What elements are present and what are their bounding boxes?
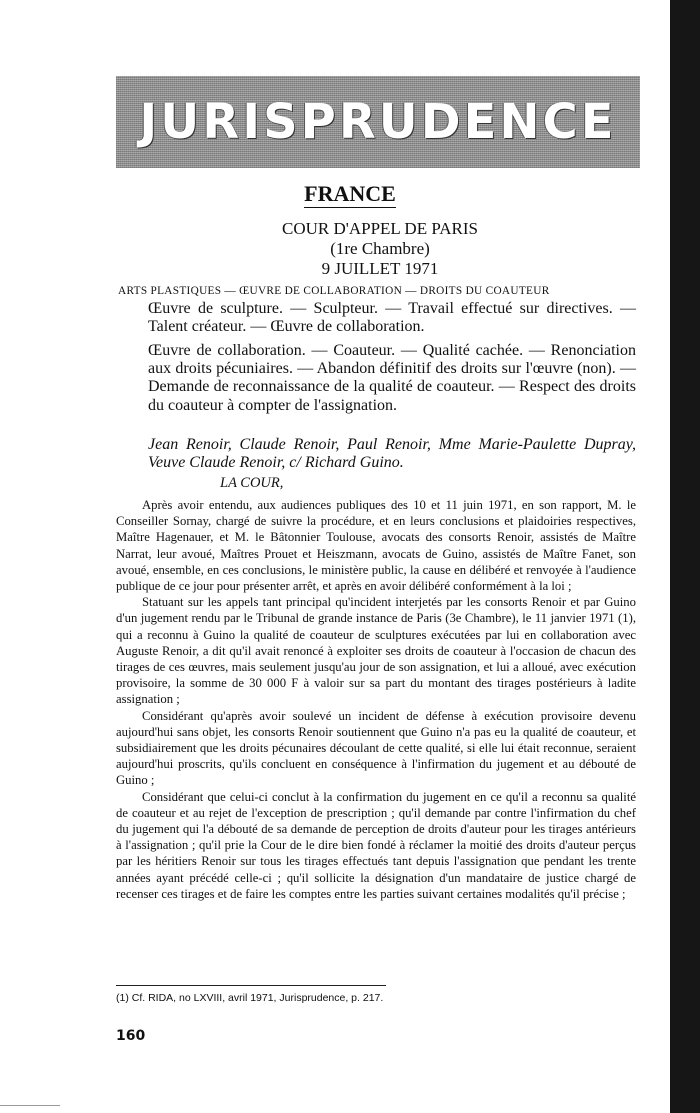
summary-paragraph: Œuvre de collaboration. — Coauteur. — Qualité cachée. — Renonciation aux droits pécuniaires. — Abandon définitif des droits sur l'œuvre (non). — Demande de reconnaissance de la qualité de coauteur. — Respect des droits du coauteur à compter de l'assignation. [148, 342, 636, 414]
summary-paragraph: Œuvre de sculpture. — Sculpteur. — Travail effectué sur directives. — Talent créateur. — Œuvre de collaboration. [148, 300, 636, 336]
section-banner [116, 76, 640, 168]
keywords-line: ARTS PLASTIQUES — ŒUVRE DE COLLABORATION — DROITS DU COAUTEUR [118, 285, 550, 297]
country-label: FRANCE [304, 181, 396, 206]
body-paragraph: Après avoir entendu, aux audiences publiques des 10 et 11 juin 1971, en son rapport, M. le Conseiller Sornay, chargé de suivre la procédure, et en leurs conclusions et plaidoiries respectives, Maître Hagenauer, et M. le Bâtonnier Toulouse, avocats des consorts Renoir, assistés de Maître Narrat, leur avoué, Maîtres Prouet et Heiszmann, avocats de Guino, assistés de Maître Fanet, son avoué, ensemble, en ces conclusions, le ministère public, la cause en délibéré et renvoyée à l'audience publique de ce jour pour présenter arrêt, et après en avoir délibéré conformément à la loi ; [116, 498, 636, 594]
country-heading [0, 181, 700, 207]
footnote-divider [116, 985, 386, 986]
court-chamber: (1re Chambre) [330, 239, 430, 258]
decision-date: 9 JUILLET 1971 [321, 259, 439, 278]
body-paragraph: Considérant que celui-ci conclut à la confirmation du jugement en ce qu'il a reconnu sa qualité de coauteur et au rejet de l'exception de prescription ; qu'il demande par contre l'infirmation du chef du jugement qui l'a débouté de sa demande de perception de droits d'auteur pour les tirages antérieurs à l'assignation ; qu'il prie la Cour de le dire bien fondé à réclamer la moitié des droits d'auteur perçus par les héritiers Renoir sur tous les tirages effectués tant depuis l'assignation que pendant les trente années ayant précédé celle-ci ; qu'il sollicite la désignation d'un mandataire de justice chargé de recenser ces tirages et de faire les comptes entre les parties suivant certaines modalités qu'il précise ; [116, 789, 636, 901]
body-paragraph: Statuant sur les appels tant principal qu'incident interjetés par les consorts Renoir et par Guino d'un jugement rendu par le Tribunal de grande instance de Paris (3e Chambre), le 11 janvier 1971 (1), qui a reconnu à Guino la qualité de coauteur de sculptures exécutées par lui en collaboration avec Auguste Renoir, a dit qu'il avait renoncé à exploiter ses droits de coauteur à l'occasion de chacun des tirages de ces œuvres, mais seulement jusqu'au jour de son assignation, et lui a alloué, avec exécution provisoire, la somme de 30 000 F à valoir sur sa part du montant des tirages postérieurs à ladite assignation ; [116, 595, 636, 707]
court-name: COUR D'APPEL DE PARIS [282, 219, 478, 238]
decision-body [116, 497, 636, 902]
body-paragraph: Considérant qu'après avoir soulevé un incident de défense à exécution provisoire devenu aujourd'hui sans objet, les consorts Renoir soutiennent que Guino n'a pas eu la qualité de coauteur, et subsidiairement que les droits pécunaires découlant de cette qualité, si elle lui était reconnue, seraient aujourd'hui proscrits, qu'ils concluent en conséquence à l'infirmation du jugement et au débouté de Guino ; [116, 708, 636, 788]
footnote: (1) Cf. RIDA, no LXVIII, avril 1971, Jurisprudence, p. 217. [116, 992, 384, 1004]
page-edge-shadow [670, 0, 700, 1113]
banner-title: JURISPRUDENCE [139, 94, 617, 150]
la-cour-heading: LA COUR, [220, 475, 284, 491]
case-parties: Jean Renoir, Claude Renoir, Paul Renoir, Mme Marie-Paulette Dupray, Veuve Claude Renoir, c/ Richard Guino. [148, 436, 636, 472]
scan-margin-line [0, 1105, 60, 1106]
page-number: 160 [116, 1028, 146, 1044]
